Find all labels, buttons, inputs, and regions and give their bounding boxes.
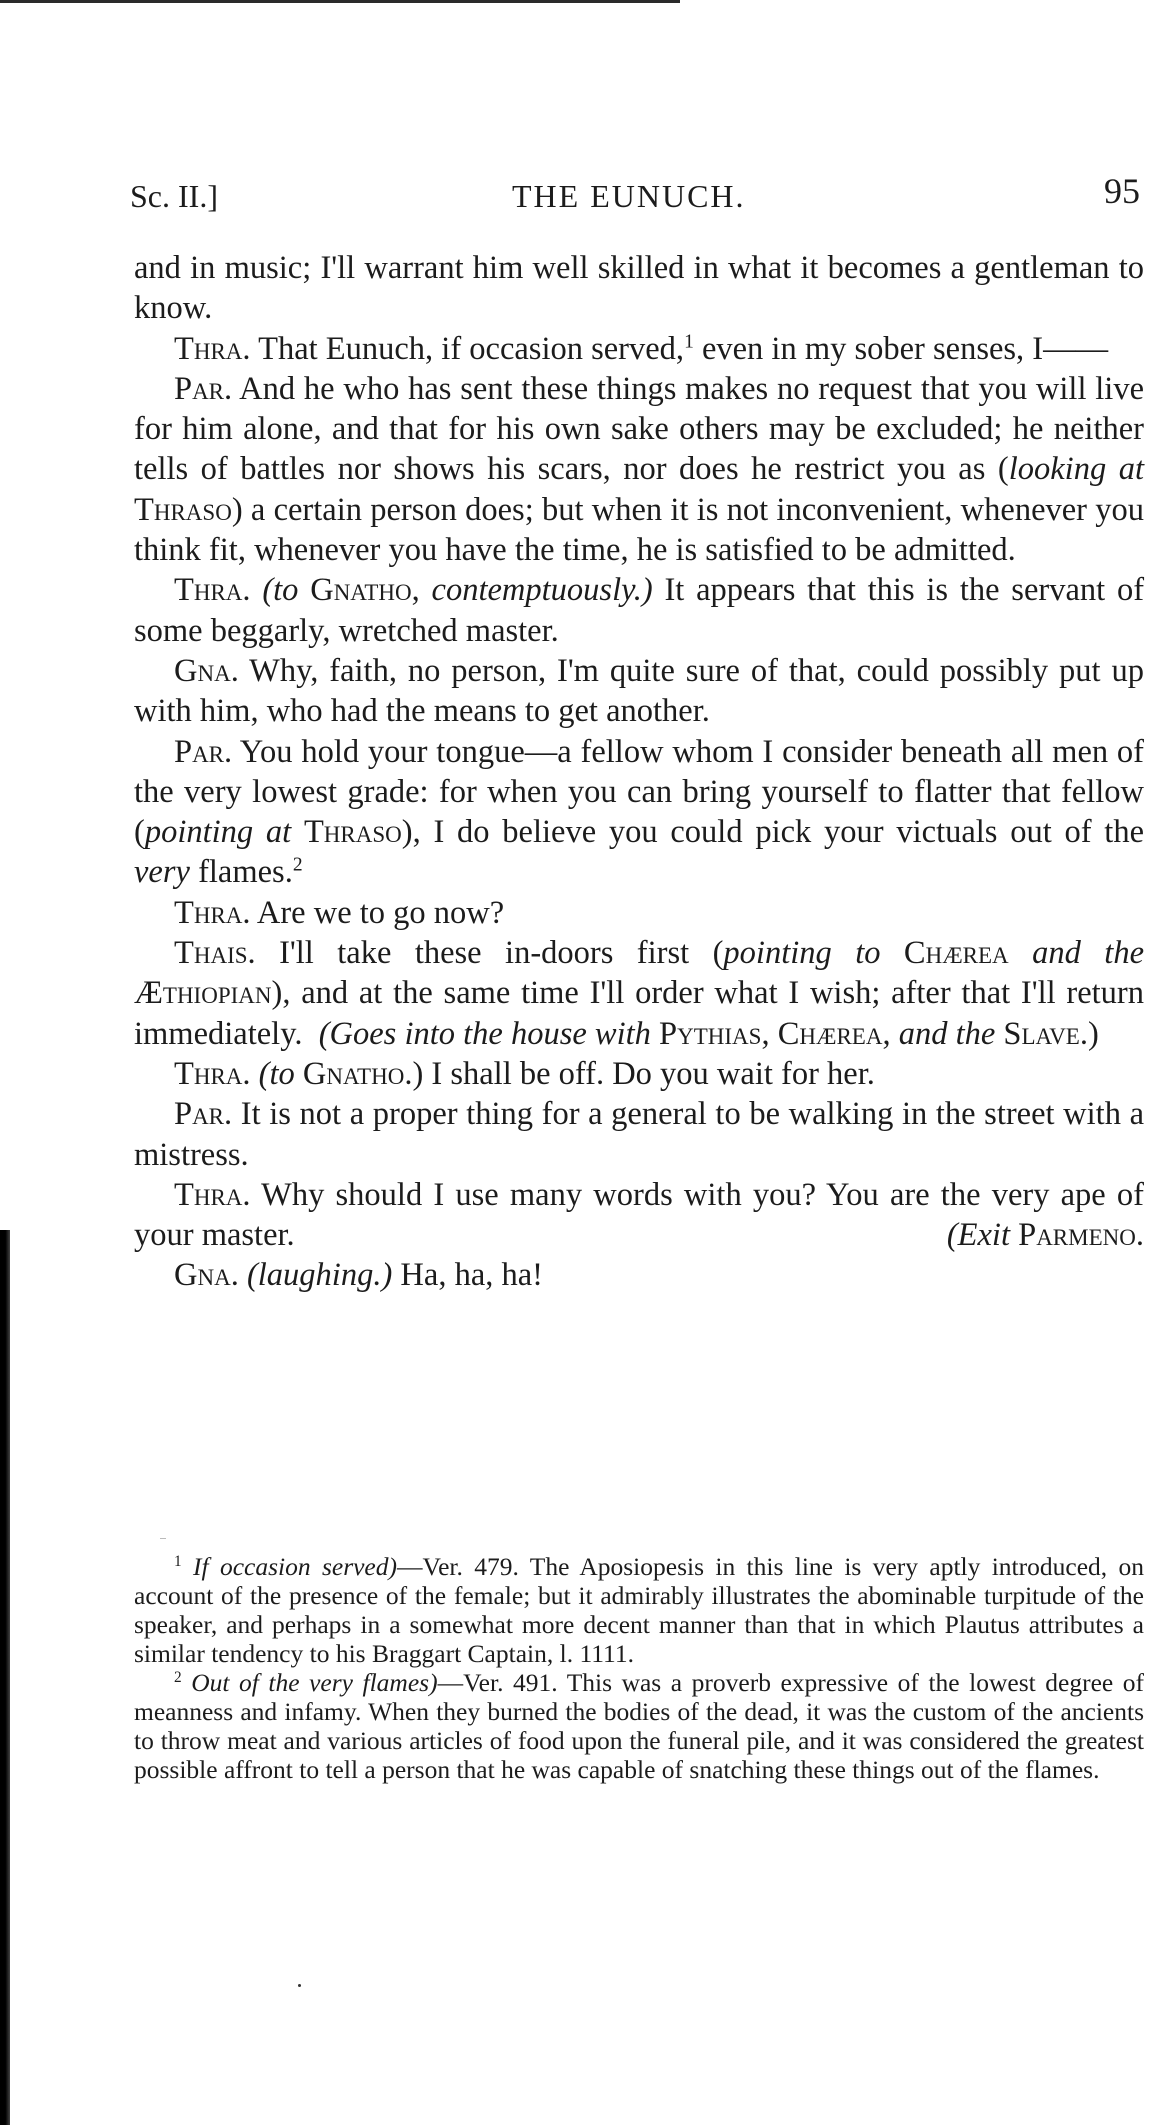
footnote-text: —Ver. 479. The Aposiopesis in this line is very aptly introduced, on account of the presence of the female; but it admirably illustrates the abominable turpitude of the speaker, and perhaps in a somewhat more decent manner than that in which Plautus attributes a similar tendency to his Braggart Captain, l. 1111.: [134, 1552, 1145, 1668]
character-name: Slave: [1003, 1015, 1080, 1052]
paragraph: [134, 893, 1144, 933]
speaker-name: Thais.: [174, 935, 256, 972]
paragraph: [134, 1054, 1144, 1094]
stage-direction: contemptuously.): [431, 572, 653, 609]
stage-direction: pointing at: [144, 814, 292, 851]
paragraph-text: It is not a proper thing for a general to be walking in the street with a mistress.: [134, 1096, 1144, 1173]
character-name: Æthiopian: [134, 975, 272, 1012]
paragraph-text: ), I do believe you could pick your victuals out of the: [401, 814, 1144, 851]
speaker-name: Gna.: [174, 1257, 239, 1294]
page-edge-shadow: [0, 1230, 10, 2125]
emphasis: very: [134, 854, 190, 891]
character-name: Thraso: [303, 814, 402, 851]
paragraph-text: Why should I use many words with you? You are the very ape of your master.: [134, 1176, 1144, 1254]
speaker-name: Par.: [174, 1096, 233, 1133]
speaker-name: Thra.: [174, 894, 251, 931]
paragraph: [134, 1255, 1144, 1295]
footnote-mark: 1: [174, 1552, 182, 1570]
paragraph-text: That Eunuch, if occasion served,: [258, 330, 685, 367]
stage-direction: and the: [1032, 935, 1144, 972]
paragraph-text: Ha, ha, ha!: [400, 1257, 543, 1294]
character-name: Gnatho: [310, 572, 412, 609]
paragraph-text: ) a certain person does; but when it is not inconvenient, whenever you think fit, whenever you have the time, he is satisfied to be admitted.: [134, 491, 1144, 569]
paragraph-text: You hold your tongue—a fellow whom I consider beneath all men of the very lowest grade: for when you can bring yourself to flatter that fellow (: [134, 733, 1145, 851]
character-name: Gnatho: [302, 1055, 405, 1092]
page-number: 95: [1104, 171, 1140, 211]
paragraph: [134, 1094, 1144, 1175]
footnote: [134, 1552, 1144, 1668]
speaker-name: Thra.: [174, 572, 251, 609]
character-name: Parmeno: [1018, 1217, 1136, 1254]
main-text: [134, 248, 1144, 1296]
paragraph-text: Why, faith, no person, I'm quite sure of that, could possibly put up with him, who had the means to get another.: [134, 652, 1144, 730]
paragraph-text: .) I shall be off. Do you wait for her.: [404, 1055, 875, 1092]
stage-direction: and the: [898, 1015, 996, 1052]
character-name: Chærea: [903, 935, 1009, 972]
paragraph: [134, 248, 1144, 329]
footnote-text: —Ver. 491. This was a proverb expressive of the lowest degree of meanness and infamy. When they burned the bodies of the dead, it was the custom of the ancients to throw meat and various articles of food upon the funeral pile, and it was considered the greatest possible affront to tell a person that he was capable of snatching these things out of the flames.: [134, 1668, 1145, 1784]
running-header: [130, 170, 1140, 220]
paragraph: [134, 329, 1144, 369]
paragraph-text: And he who has sent these things makes no request that you will live for him alone, and that for his own sake others may be excluded; he neither tells of battles nor shows his scars, nor does he restrict you as (: [134, 370, 1144, 488]
speaker-name: Gna.: [174, 652, 239, 689]
footnote-lemma: Out of the very flames): [191, 1668, 438, 1697]
stage-direction: (laughing.): [246, 1257, 393, 1294]
footnotes: [134, 1552, 1144, 1784]
speaker-name: Thra.: [174, 1055, 251, 1092]
paragraph-text: Are we to go now?: [256, 894, 505, 931]
paragraph-text: flames.: [189, 854, 293, 891]
character-name: Pythias: [659, 1015, 762, 1052]
paragraph: [134, 732, 1144, 893]
paragraph: [134, 369, 1144, 570]
paragraph-text: .: [1135, 1217, 1144, 1254]
paragraph-text: and in music; I'll warrant him well skilled in what it becomes a gentleman to know.: [134, 250, 1144, 327]
ink-speck: [298, 1984, 301, 1987]
speaker-name: Par.: [174, 370, 233, 407]
footnote-mark: 2: [174, 1668, 182, 1686]
top-rule: [0, 0, 680, 3]
paragraph: Thra. (to Gnatho, contemptuously.) It appears that this is the servant of some beggarly, wretched master.: [134, 572, 1145, 649]
character-name: Chærea: [777, 1015, 883, 1052]
paragraph-text: It appears that this is the servant of some beggarly, wretched master.: [134, 572, 1145, 649]
stage-direction: (to: [262, 572, 299, 609]
footnote: [134, 1668, 1144, 1784]
footnote-ref: 1: [684, 330, 694, 352]
stage-direction: (Goes into the house with: [318, 1015, 651, 1052]
stage-direction: pointing to: [723, 935, 881, 972]
paragraph-text: even in my sober senses, I——: [693, 330, 1109, 367]
scene-label: Sc. II.]: [130, 178, 218, 214]
footnote-lemma: If occasion served): [193, 1552, 397, 1581]
running-title: THE EUNUCH.: [512, 178, 746, 214]
paragraph: Thais. I'll take these in-doors first (pointing to Chærea and the Æthiopian), and at the same time I'll order what I wish; after that I'll return immediately. (Goes into the house with Pythias, Chærea, and the Slave.): [134, 935, 1144, 1052]
character-name: Thraso: [134, 491, 232, 528]
speaker-name: Thra.: [174, 1176, 251, 1213]
footnote-ref: 2: [292, 854, 303, 876]
footnote-separator: [160, 1538, 166, 1539]
speaker-name: Par.: [174, 733, 233, 770]
paragraph-text: .): [1079, 1015, 1099, 1052]
stage-direction: looking at: [1008, 451, 1144, 488]
paragraph: [134, 1175, 1144, 1256]
stage-direction: (Exit: [946, 1217, 1010, 1254]
exit-direction: [907, 1215, 1144, 1255]
speaker-name: Thra.: [174, 330, 251, 367]
paragraph-text: ), and at the same time I'll order what I wish; after that I'll return immediately.: [134, 975, 1144, 1052]
paragraph: [134, 651, 1144, 732]
stage-direction: (to: [258, 1055, 295, 1092]
paragraph-text: I'll take these in-doors first (: [279, 935, 724, 972]
